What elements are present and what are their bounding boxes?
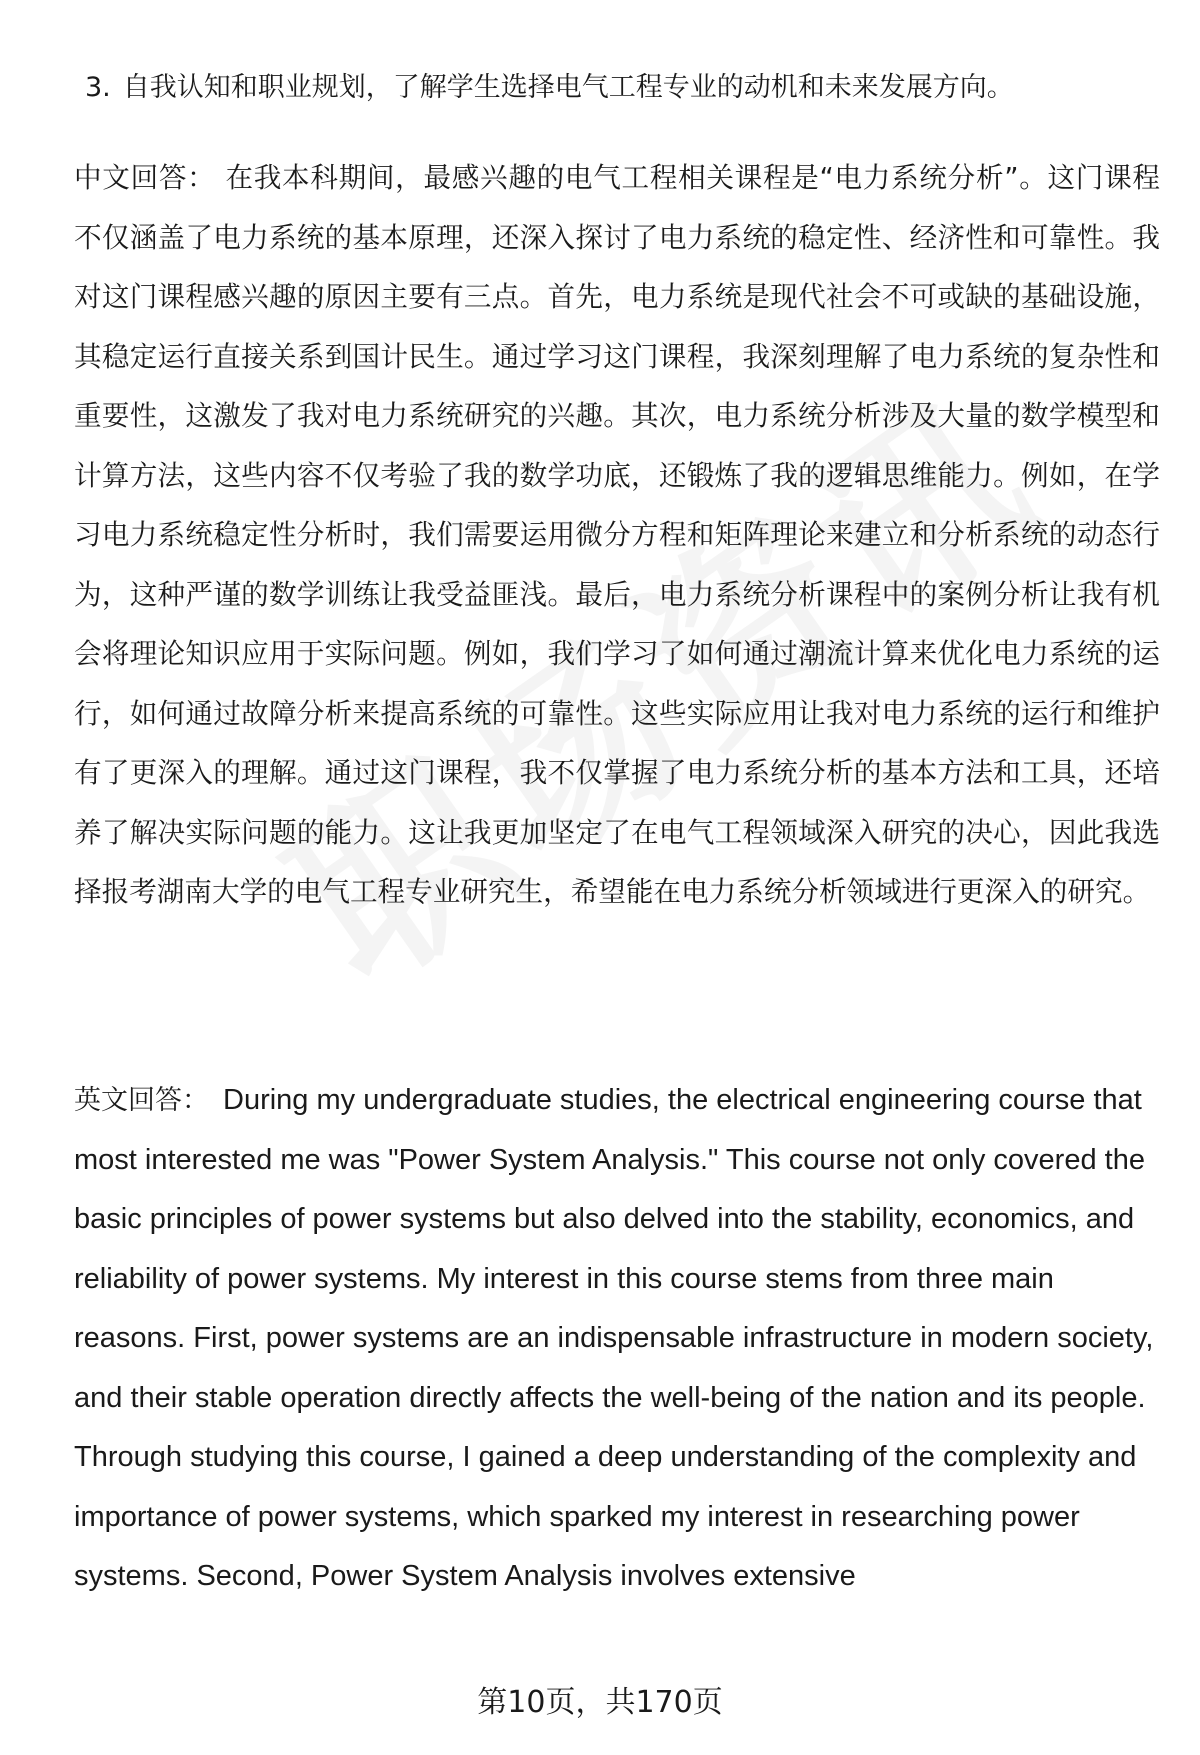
english-answer-label: 英文回答： [74, 1085, 209, 1116]
question-number: 3. [85, 72, 111, 103]
chinese-answer-text: 在我本科期间，最感兴趣的电气工程相关课程是“电力系统分析”。这门课程不仅涵盖了电力系统的基本原理，还深入探讨了电力系统的稳定性、经济性和可靠性。我对这门课程感兴趣的原因主要有三点。首先，电力系统是现代社会不可或缺的基础设施，其稳定运行直接关系到国计民生。通过学习这门课程，我深刻理解了电力系统的复杂性和重要性，这激发了我对电力系统研究的兴趣。其次，电力系统分析涉及大量的数学模型和计算方法，这些内容不仅考验了我的数学功底，还锻炼了我的逻辑思维能力。例如，在学习电力系统稳定性分析时，我们需要运用微分方程和矩阵理论来建立和分析系统的动态行为，这种严谨的数学训练让我受益匪浅。最后，电力系统分析课程中的案例分析让我有机会将理论知识应用于实际问题。例如，我们学习了如何通过潮流计算来优化电力系统的运行，如何通过故障分析来提高系统的可靠性。这些实际应用让我对电力系统的运行和维护有了更深入的理解。通过这门课程，我不仅掌握了电力系统分析的基本方法和工具，还培养了解决实际问题的能力。这让我更加坚定了在电气工程领域深入研究的决心，因此我选择报考湖南大学的电气工程专业研究生，希望能在电力系统分析领域进行更深入的研究。 [74, 161, 1160, 908]
english-answer-text: During my undergraduate studies, the electrical engineering course that most interested me was "Power System Analysis." This course not only covered the basic principles of power systems but also delved into the stability, economics, and reliability of power systems. My interest in this course stems from three main reasons. First, power systems are an indispensable infrastructure in modern society, and their stable operation directly affects the well-being of the nation and its people. Through studying this course, I gained a deep understanding of the complexity and importance of power systems, which sparked my interest in researching power systems. Second, Power System Analysis involves extensive [74, 1084, 1154, 1592]
chinese-answer-paragraph [74, 148, 1160, 922]
chinese-answer-label: 中文回答： [74, 161, 216, 194]
question-item [85, 68, 1165, 108]
page-number-footer: 第10页，共170页 [477, 1685, 723, 1720]
english-answer-paragraph [74, 1071, 1160, 1607]
question-text: 自我认知和职业规划，了解学生选择电气工程专业的动机和未来发展方向。 [122, 72, 1014, 103]
